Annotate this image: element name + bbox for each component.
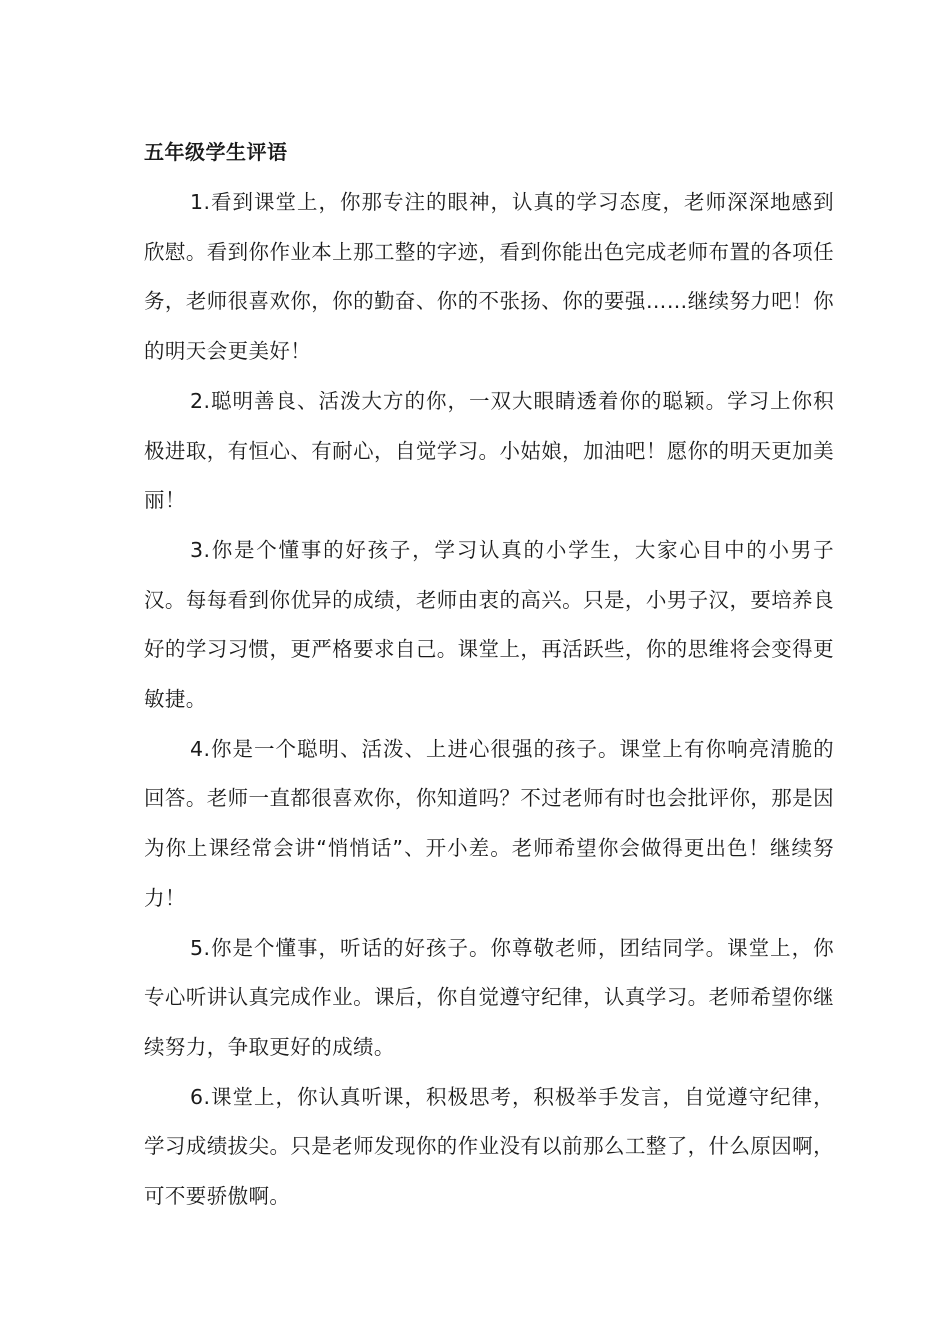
document-title: 五年级学生评语	[144, 140, 288, 164]
comment-paragraph-4: 4.你是一个聪明、活泼、上进心很强的孩子。课堂上有你响亮清脆的回答。老师一直都很喜欢你，你知道吗？不过老师有时也会批评你，那是因为你上课经常会讲“悄悄话”、开小差。老师希望你会做得更出色！继续努力！	[144, 736, 834, 910]
comment-paragraph-5: 5.你是个懂事，听话的好孩子。你尊敬老师，团结同学。课堂上，你专心听讲认真完成作业。课后，你自觉遵守纪律，认真学习。老师希望你继续努力，争取更好的成绩。	[144, 935, 834, 1059]
comment-paragraph-3: 3.你是个懂事的好孩子，学习认真的小学生，大家心目中的小男子汉。每每看到你优异的成绩，老师由衷的高兴。只是，小男子汉，要培养良好的学习习惯，更严格要求自己。课堂上，再活跃些，你的思维将会变得更敏捷。	[144, 537, 834, 712]
comment-paragraph-1: 1.看到课堂上，你那专注的眼神，认真的学习态度，老师深深地感到欣慰。看到你作业本上那工整的字迹，看到你能出色完成老师布置的各项任务，老师很喜欢你，你的勤奋、你的不张扬、你的要强……继续努力吧！你的明天会更美好！	[144, 190, 834, 364]
comment-paragraph-6: 6.课堂上，你认真听课，积极思考，积极举手发言，自觉遵守纪律，学习成绩拔尖。只是老师发现你的作业没有以前那么工整了，什么原因啊，可不要骄傲啊。	[144, 1084, 834, 1209]
comment-paragraph-2: 2.聪明善良、活泼大方的你，一双大眼睛透着你的聪颖。学习上你积极进取，有恒心、有耐心，自觉学习。小姑娘，加油吧！愿你的明天更加美丽！	[144, 388, 834, 513]
document-page	[144, 130, 834, 1222]
